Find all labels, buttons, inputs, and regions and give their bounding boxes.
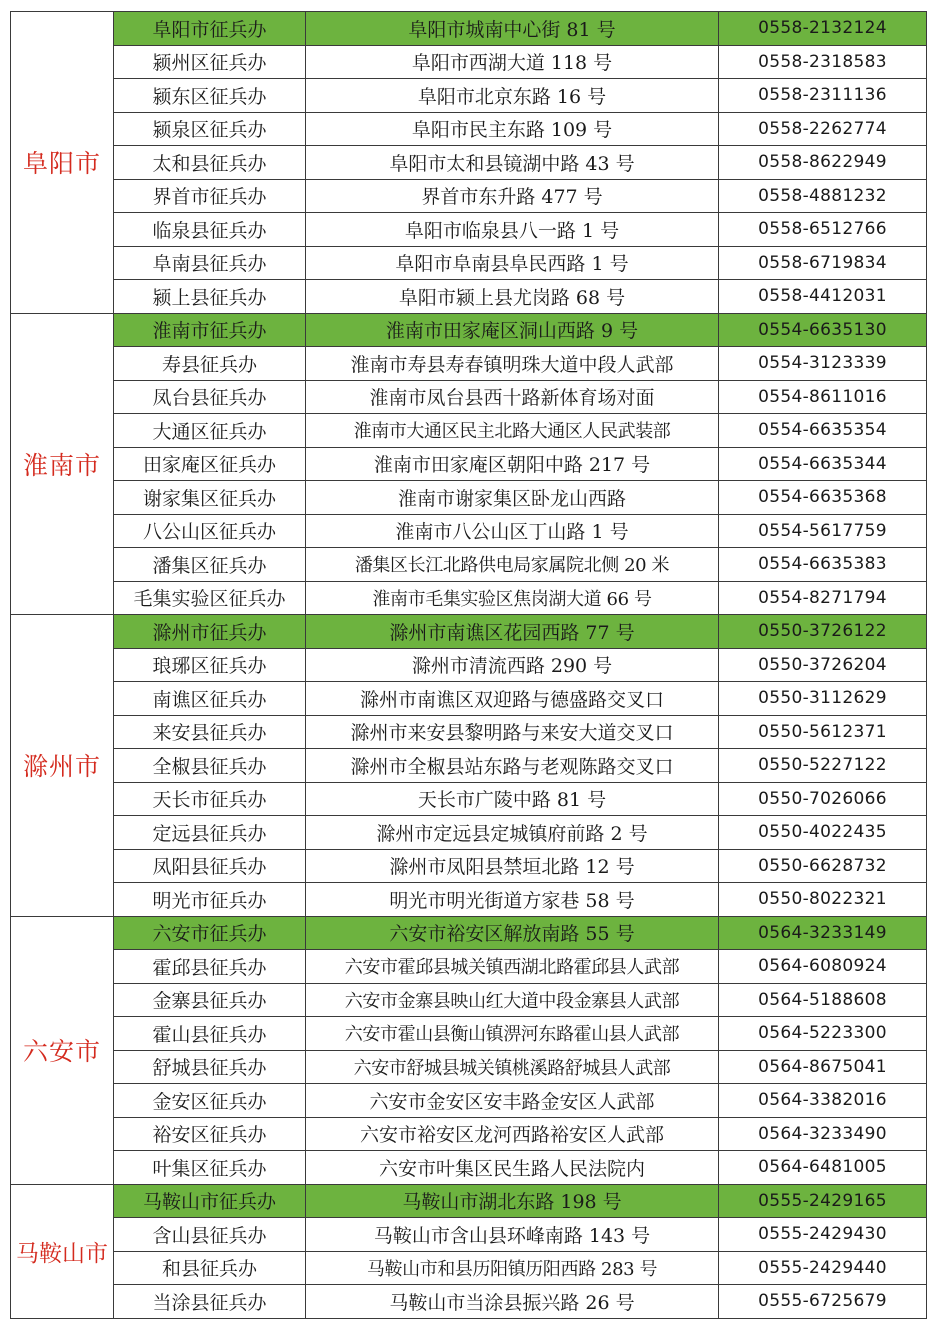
- office-name: 谢家集区征兵办: [114, 481, 306, 515]
- office-name: 明光市征兵办: [114, 883, 306, 917]
- office-name: 叶集区征兵办: [114, 1151, 306, 1185]
- city-headquarters-row: [11, 1184, 927, 1218]
- table-row: [11, 648, 927, 682]
- city-headquarters-row: [11, 615, 927, 649]
- office-phone: 0558-6719834: [719, 246, 927, 280]
- table-row: [11, 1084, 927, 1118]
- office-address: 阜阳市城南中心街 81 号: [306, 12, 719, 46]
- office-phone: 0554-6635344: [719, 447, 927, 481]
- office-phone: 0564-6481005: [719, 1151, 927, 1185]
- office-phone: 0558-2132124: [719, 12, 927, 46]
- office-phone: 0550-7026066: [719, 782, 927, 816]
- table-row: [11, 1151, 927, 1185]
- table-row: [11, 146, 927, 180]
- office-phone: 0550-4022435: [719, 816, 927, 850]
- city-name: 滁州市: [11, 615, 114, 917]
- table-row: [11, 849, 927, 883]
- office-address: 六安市叶集区民生路人民法院内: [306, 1151, 719, 1185]
- office-address: 六安市裕安区龙河西路裕安区人武部: [306, 1117, 719, 1151]
- office-address: 滁州市凤阳县禁垣北路 12 号: [306, 849, 719, 883]
- office-phone: 0558-4412031: [719, 280, 927, 314]
- city-name: 六安市: [11, 916, 114, 1184]
- table-row: [11, 782, 927, 816]
- office-address: 潘集区长江北路供电局家属院北侧 20 米: [306, 548, 719, 582]
- office-address: 滁州市来安县黎明路与来安大道交叉口: [306, 715, 719, 749]
- office-name: 凤台县征兵办: [114, 380, 306, 414]
- office-name: 舒城县征兵办: [114, 1050, 306, 1084]
- office-phone: 0554-8271794: [719, 581, 927, 615]
- office-phone: 0550-5227122: [719, 749, 927, 783]
- office-phone: 0554-6635368: [719, 481, 927, 515]
- office-address: 阜阳市颍上县尤岗路 68 号: [306, 280, 719, 314]
- table-row: [11, 1117, 927, 1151]
- office-name: 阜南县征兵办: [114, 246, 306, 280]
- office-name: 霍邱县征兵办: [114, 950, 306, 984]
- office-address: 淮南市毛集实验区焦岗湖大道 66 号: [306, 581, 719, 615]
- office-phone: 0558-6512766: [719, 213, 927, 247]
- office-phone: 0564-6080924: [719, 950, 927, 984]
- office-name: 马鞍山市征兵办: [114, 1184, 306, 1218]
- recruitment-office-table-container: [10, 11, 927, 1319]
- table-row: [11, 380, 927, 414]
- office-address: 阜阳市北京东路 16 号: [306, 79, 719, 113]
- office-name: 八公山区征兵办: [114, 514, 306, 548]
- office-phone: 0555-2429165: [719, 1184, 927, 1218]
- office-phone: 0550-5612371: [719, 715, 927, 749]
- office-address: 阜阳市民主东路 109 号: [306, 112, 719, 146]
- office-phone: 0564-3382016: [719, 1084, 927, 1118]
- office-address: 淮南市大通区民主北路大通区人民武装部: [306, 414, 719, 448]
- office-address: 淮南市八公山区丁山路 1 号: [306, 514, 719, 548]
- office-name: 定远县征兵办: [114, 816, 306, 850]
- office-address: 明光市明光街道方家巷 58 号: [306, 883, 719, 917]
- office-name: 颍东区征兵办: [114, 79, 306, 113]
- city-headquarters-row: [11, 313, 927, 347]
- office-address: 马鞍山市当涂县振兴路 26 号: [306, 1285, 719, 1319]
- office-phone: 0564-3233490: [719, 1117, 927, 1151]
- table-row: [11, 548, 927, 582]
- table-row: [11, 816, 927, 850]
- office-name: 寿县征兵办: [114, 347, 306, 381]
- office-address: 界首市东升路 477 号: [306, 179, 719, 213]
- office-name: 全椒县征兵办: [114, 749, 306, 783]
- office-phone: 0555-2429430: [719, 1218, 927, 1252]
- table-row: [11, 213, 927, 247]
- office-name: 颍州区征兵办: [114, 45, 306, 79]
- table-row: [11, 514, 927, 548]
- office-address: 六安市金寨县映山红大道中段金寨县人武部: [306, 983, 719, 1017]
- table-row: [11, 1285, 927, 1319]
- office-address: 马鞍山市含山县环峰南路 143 号: [306, 1218, 719, 1252]
- office-phone: 0555-2429440: [719, 1251, 927, 1285]
- office-address: 阜阳市太和县镜湖中路 43 号: [306, 146, 719, 180]
- office-name: 临泉县征兵办: [114, 213, 306, 247]
- office-phone: 0564-5223300: [719, 1017, 927, 1051]
- table-row: [11, 414, 927, 448]
- office-address: 滁州市定远县定城镇府前路 2 号: [306, 816, 719, 850]
- office-name: 界首市征兵办: [114, 179, 306, 213]
- office-phone: 0558-2311136: [719, 79, 927, 113]
- office-name: 太和县征兵办: [114, 146, 306, 180]
- table-row: [11, 112, 927, 146]
- table-row: [11, 447, 927, 481]
- office-name: 裕安区征兵办: [114, 1117, 306, 1151]
- office-name: 南谯区征兵办: [114, 682, 306, 716]
- office-phone: 0554-6635130: [719, 313, 927, 347]
- city-headquarters-row: [11, 916, 927, 950]
- office-phone: 0564-3233149: [719, 916, 927, 950]
- office-name: 颍上县征兵办: [114, 280, 306, 314]
- office-name: 金安区征兵办: [114, 1084, 306, 1118]
- office-name: 滁州市征兵办: [114, 615, 306, 649]
- office-phone: 0558-8622949: [719, 146, 927, 180]
- table-row: [11, 179, 927, 213]
- office-address: 六安市裕安区解放南路 55 号: [306, 916, 719, 950]
- office-address: 六安市霍邱县城关镇西湖北路霍邱县人武部: [306, 950, 719, 984]
- city-name: 阜阳市: [11, 12, 114, 314]
- office-address: 天长市广陵中路 81 号: [306, 782, 719, 816]
- office-address: 滁州市南谯区双迎路与德盛路交叉口: [306, 682, 719, 716]
- table-row: [11, 1251, 927, 1285]
- table-row: [11, 581, 927, 615]
- office-name: 田家庵区征兵办: [114, 447, 306, 481]
- office-address: 六安市霍山县衡山镇淠河东路霍山县人武部: [306, 1017, 719, 1051]
- office-name: 淮南市征兵办: [114, 313, 306, 347]
- office-name: 来安县征兵办: [114, 715, 306, 749]
- table-row: [11, 347, 927, 381]
- office-name: 琅琊区征兵办: [114, 648, 306, 682]
- table-row: [11, 883, 927, 917]
- city-name: 马鞍山市: [11, 1184, 114, 1318]
- office-address: 马鞍山市湖北东路 198 号: [306, 1184, 719, 1218]
- office-phone: 0554-3123339: [719, 347, 927, 381]
- office-phone: 0564-5188608: [719, 983, 927, 1017]
- table-body: [11, 12, 927, 1319]
- office-address: 淮南市田家庵区洞山西路 9 号: [306, 313, 719, 347]
- office-address: 六安市金安区安丰路金安区人武部: [306, 1084, 719, 1118]
- table-row: [11, 45, 927, 79]
- office-phone: 0555-6725679: [719, 1285, 927, 1319]
- office-name: 毛集实验区征兵办: [114, 581, 306, 615]
- office-name: 颍泉区征兵办: [114, 112, 306, 146]
- office-phone: 0564-8675041: [719, 1050, 927, 1084]
- office-phone: 0558-2318583: [719, 45, 927, 79]
- office-name: 当涂县征兵办: [114, 1285, 306, 1319]
- table-row: [11, 1218, 927, 1252]
- office-address: 淮南市田家庵区朝阳中路 217 号: [306, 447, 719, 481]
- table-row: [11, 1050, 927, 1084]
- office-name: 霍山县征兵办: [114, 1017, 306, 1051]
- table-row: [11, 749, 927, 783]
- table-row: [11, 983, 927, 1017]
- office-address: 马鞍山市和县历阳镇历阳西路 283 号: [306, 1251, 719, 1285]
- table-row: [11, 682, 927, 716]
- office-name: 含山县征兵办: [114, 1218, 306, 1252]
- office-phone: 0554-6635383: [719, 548, 927, 582]
- office-phone: 0554-6635354: [719, 414, 927, 448]
- office-address: 滁州市全椒县站东路与老观陈路交叉口: [306, 749, 719, 783]
- city-name: 淮南市: [11, 313, 114, 615]
- office-name: 凤阳县征兵办: [114, 849, 306, 883]
- office-name: 潘集区征兵办: [114, 548, 306, 582]
- office-phone: 0554-8611016: [719, 380, 927, 414]
- office-phone: 0550-3726204: [719, 648, 927, 682]
- office-name: 天长市征兵办: [114, 782, 306, 816]
- table-row: [11, 481, 927, 515]
- office-phone: 0550-3726122: [719, 615, 927, 649]
- office-address: 滁州市南谯区花园西路 77 号: [306, 615, 719, 649]
- office-name: 和县征兵办: [114, 1251, 306, 1285]
- office-address: 淮南市寿县寿春镇明珠大道中段人武部: [306, 347, 719, 381]
- office-address: 六安市舒城县城关镇桃溪路舒城县人武部: [306, 1050, 719, 1084]
- table-row: [11, 950, 927, 984]
- office-address: 阜阳市西湖大道 118 号: [306, 45, 719, 79]
- office-phone: 0550-3112629: [719, 682, 927, 716]
- office-address: 淮南市凤台县西十路新体育场对面: [306, 380, 719, 414]
- office-address: 滁州市清流西路 290 号: [306, 648, 719, 682]
- city-headquarters-row: [11, 12, 927, 46]
- table-row: [11, 715, 927, 749]
- recruitment-office-table: [10, 11, 927, 1319]
- table-row: [11, 1017, 927, 1051]
- office-name: 阜阳市征兵办: [114, 12, 306, 46]
- table-row: [11, 246, 927, 280]
- table-row: [11, 280, 927, 314]
- office-address: 淮南市谢家集区卧龙山西路: [306, 481, 719, 515]
- office-phone: 0550-8022321: [719, 883, 927, 917]
- office-phone: 0554-5617759: [719, 514, 927, 548]
- office-name: 金寨县征兵办: [114, 983, 306, 1017]
- office-address: 阜阳市临泉县八一路 1 号: [306, 213, 719, 247]
- office-address: 阜阳市阜南县阜民西路 1 号: [306, 246, 719, 280]
- office-phone: 0558-4881232: [719, 179, 927, 213]
- table-row: [11, 79, 927, 113]
- office-phone: 0550-6628732: [719, 849, 927, 883]
- office-name: 大通区征兵办: [114, 414, 306, 448]
- office-phone: 0558-2262774: [719, 112, 927, 146]
- office-name: 六安市征兵办: [114, 916, 306, 950]
